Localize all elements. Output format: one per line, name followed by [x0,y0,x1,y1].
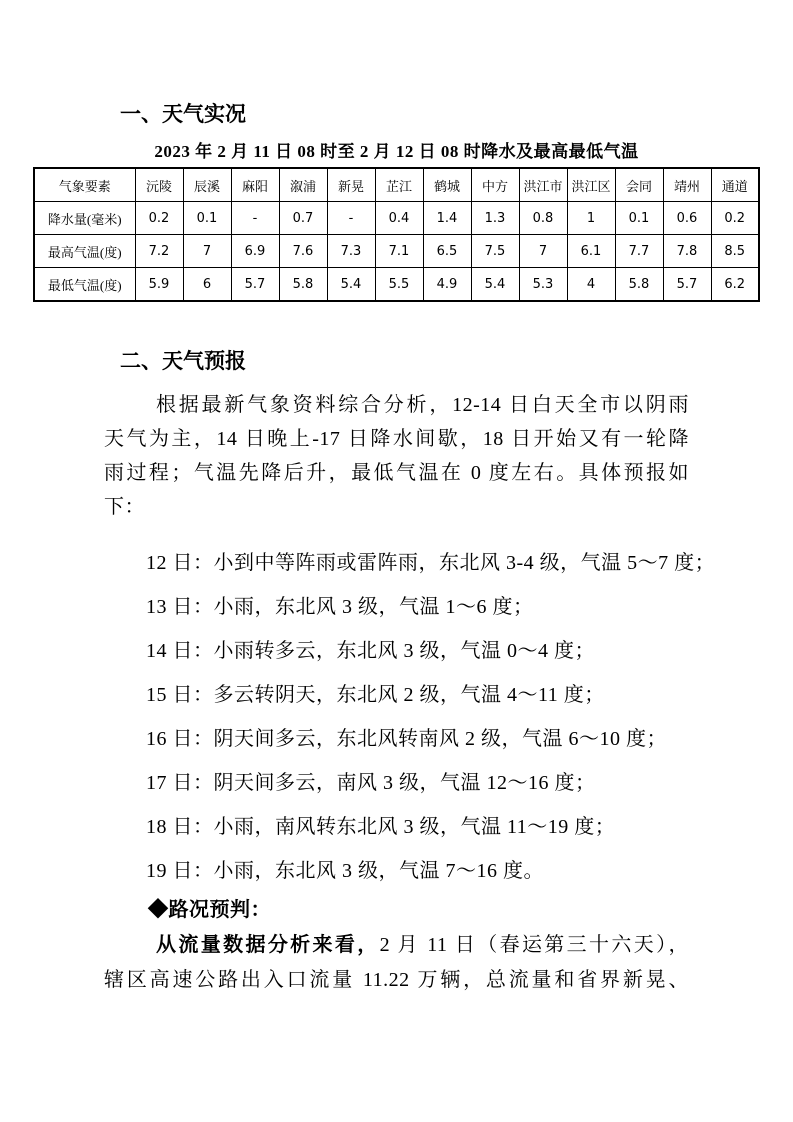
section2-heading: 二、天气预报 [120,349,246,373]
table-value-cell: 5.7 [231,268,279,302]
table-value-cell: 0.6 [663,202,711,235]
table-value-cell: 5.4 [471,268,519,302]
forecast-intro-line: 根据最新气象资料综合分析，12-14 日白天全市以阴雨 [156,394,689,416]
table-header-cell: 麻阳 [231,168,279,202]
table-value-cell: 7.3 [327,235,375,268]
table-value-cell: 7.6 [279,235,327,268]
forecast-intro-line: 雨过程；气温先降后升，最低气温在 0 度左右。具体预报如 [104,462,689,484]
weather-table [33,167,760,302]
table-header-cell: 鹤城 [423,168,471,202]
diamond-bullet-icon: ◆ [148,899,169,921]
table-value-cell: 7.1 [375,235,423,268]
table-row-tmin [34,268,759,302]
table-value-cell: 5.7 [663,268,711,302]
table-header-cell: 靖州 [663,168,711,202]
table-value-cell: 7.5 [471,235,519,268]
table-header-cell: 新晃 [327,168,375,202]
table-header-cell: 辰溪 [183,168,231,202]
forecast-body [104,388,716,998]
section1-heading: 一、天气实况 [120,102,246,126]
table-value-cell: 5.4 [327,268,375,302]
daily-forecast-list [104,541,716,893]
table-value-cell: 0.2 [135,202,183,235]
road-paragraph-line: 辖区高速公路出入口流量 11.22 万辆，总流量和省界新晃、 [104,969,689,991]
table-row-tmax [34,235,759,268]
table-value-cell: 1.4 [423,202,471,235]
table-value-cell: 5.5 [375,268,423,302]
table-header-cell: 洪江区 [567,168,615,202]
road-lead-bold: 从流量数据分析来看， [156,934,380,956]
table-header-cell: 中方 [471,168,519,202]
table-row-label: 最高气温(度) [34,235,135,268]
forecast-day-line: 14 日：小雨转多云，东北风 3 级，气温 0～4 度； [146,640,595,662]
table-value-cell: 0.1 [615,202,663,235]
table-value-cell: 0.8 [519,202,567,235]
table-header-cell: 气象要素 [34,168,135,202]
table-value-cell: 4 [567,268,615,302]
forecast-day-line: 12 日：小到中等阵雨或雷阵雨，东北风 3-4 级，气温 5～7 度； [146,552,716,574]
table-value-cell: 7.2 [135,235,183,268]
forecast-day-line: 15 日：多云转阴天，东北风 2 级，气温 4～11 度； [146,684,605,706]
forecast-day-line: 19 日：小雨，东北风 3 级，气温 7～16 度。 [146,860,544,882]
forecast-day-line: 17 日：阴天间多云，南风 3 级，气温 12～16 度； [146,772,596,794]
table-row-label: 最低气温(度) [34,268,135,302]
table-header-cell: 通道 [711,168,759,202]
table-value-cell: 6 [183,268,231,302]
table-header-cell: 溆浦 [279,168,327,202]
table-value-cell: 7 [183,235,231,268]
table-value-cell: - [327,202,375,235]
table-value-cell: 1.3 [471,202,519,235]
table-value-cell: 6.9 [231,235,279,268]
road-condition-heading [104,893,689,928]
road-paragraph-line [104,928,689,963]
table-value-cell: 5.9 [135,268,183,302]
road-lead-rest: 2 月 11 日（春运第三十六天）， [379,934,689,956]
forecast-day-line: 13 日：小雨，东北风 3 级，气温 1～6 度； [146,596,534,618]
table-value-cell: 6.1 [567,235,615,268]
table-value-cell: 0.1 [183,202,231,235]
road-heading-label: 路况预判： [168,899,271,921]
table-value-cell: 0.2 [711,202,759,235]
table-value-cell: 7.8 [663,235,711,268]
table-value-cell: 4.9 [423,268,471,302]
table-header-cell: 沅陵 [135,168,183,202]
table-value-cell: 1 [567,202,615,235]
table-value-cell: 5.3 [519,268,567,302]
table-row-label: 降水量(毫米) [34,202,135,235]
table-value-cell: 5.8 [615,268,663,302]
table-row-precipitation [34,202,759,235]
table-value-cell: 0.7 [279,202,327,235]
table-header-row [34,168,759,202]
table-header-cell: 洪江市 [519,168,567,202]
table-value-cell: 0.4 [375,202,423,235]
table-header-cell: 会同 [615,168,663,202]
table-value-cell: 6.2 [711,268,759,302]
table-value-cell: - [231,202,279,235]
table-value-cell: 6.5 [423,235,471,268]
forecast-day-line: 18 日：小雨，南风转东北风 3 级，气温 11～19 度； [146,816,616,838]
table-title: 2023 年 2 月 11 日 08 时至 2 月 12 日 08 时降水及最高最低气温 [154,142,639,161]
table-value-cell: 7.7 [615,235,663,268]
table-value-cell: 7 [519,235,567,268]
table-header-cell: 芷江 [375,168,423,202]
forecast-intro-line: 天气为主，14 日晚上-17 日降水间歇，18 日开始又有一轮降 [104,428,689,450]
table-value-cell: 8.5 [711,235,759,268]
table-value-cell: 5.8 [279,268,327,302]
forecast-day-line: 16 日：阴天间多云，东北风转南风 2 级，气温 6～10 度； [146,728,667,750]
forecast-intro-line: 下： [104,496,145,518]
